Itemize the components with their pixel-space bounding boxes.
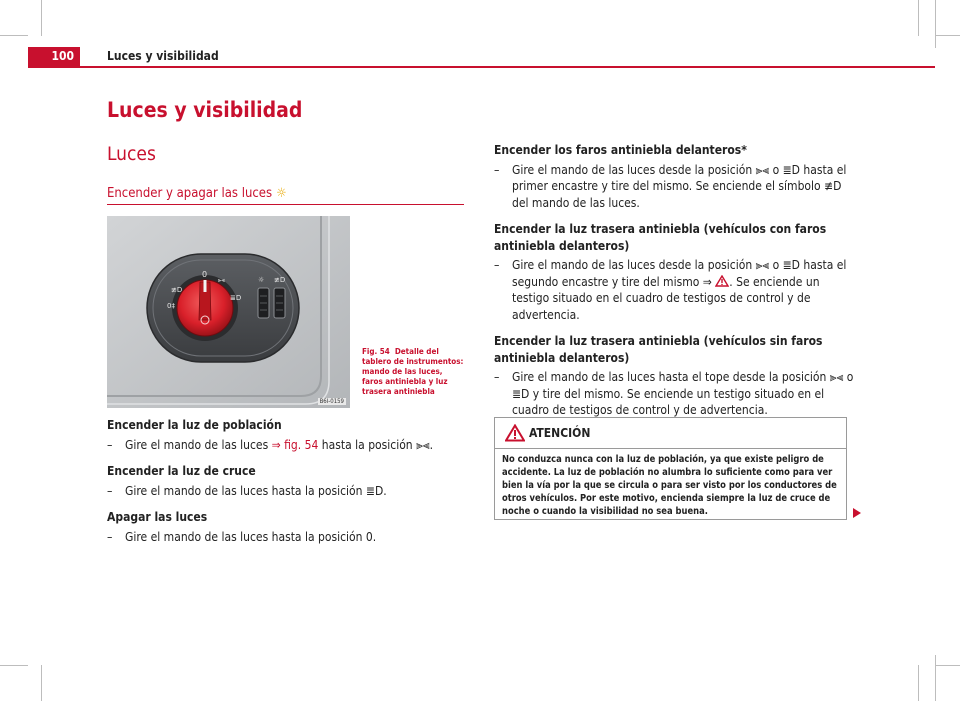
crop-mark — [935, 35, 960, 36]
subsection-title — [107, 186, 287, 201]
figure-light-switch — [107, 216, 350, 408]
step-text: Gire el mando de las luces desde la posición ⫸⫷ o ≣D hasta el segundo encastre y tire del mismo ⇒ — [512, 258, 847, 289]
warning-triangle-icon — [505, 424, 525, 442]
page-number: 100 — [28, 47, 80, 66]
svg-text:☼: ☼ — [258, 276, 265, 284]
crop-mark — [918, 0, 919, 36]
step-text: hasta la posición ⫸⫷. — [318, 437, 434, 452]
svg-text:⫸⫷: ⫸⫷ — [218, 277, 225, 284]
heading-rear-fog-with-front: Encender la luz trasera antiniebla (vehículos con faros antiniebla delanteros) — [494, 222, 827, 253]
subsection-title-text: Encender y apagar las luces — [107, 186, 273, 201]
running-title: Luces y visibilidad — [107, 49, 219, 63]
heading-rear-fog-without-front: Encender la luz trasera antiniebla (vehículos sin faros antiniebla delanteros) — [494, 334, 823, 365]
chapter-title: Luces y visibilidad — [107, 98, 303, 122]
step-parking-light — [107, 437, 464, 454]
sun-icon: ☼ — [276, 186, 287, 201]
heading-parking-light: Encender la luz de población — [107, 418, 282, 432]
step-front-fog: – Gire el mando de las luces desde la posición ⫸⫷ o ≣D hasta el primer encastre y tire del mismo. Se enciende el símbolo ≢D del mando de las luces. — [494, 162, 854, 212]
right-column — [494, 142, 854, 419]
svg-text:0‡: 0‡ — [167, 302, 175, 310]
heading-front-fog: Encender los faros antiniebla delanteros* — [494, 143, 747, 157]
header-rule — [28, 66, 935, 68]
crop-mark — [918, 665, 919, 701]
figure-reference-link[interactable]: ⇒ fig. 54 — [271, 437, 319, 452]
knob-label-off: 0 — [202, 270, 208, 279]
crop-mark — [0, 35, 28, 36]
figure-number: Fig. 54 — [362, 347, 390, 356]
crop-mark — [935, 0, 936, 48]
step-rear-fog-without-front: – Gire el mando de las luces hasta el tope desde la posición ⫸⫷ o ≣D y tire del mismo. Se enciende un testigo situado en el cuadro de testigos de control y de advertencia. — [494, 369, 854, 419]
warning-header — [495, 418, 846, 449]
left-column — [107, 417, 464, 545]
step-text: Gire el mando de las luces — [125, 437, 272, 452]
crop-mark — [41, 0, 42, 36]
warning-box — [494, 417, 847, 520]
step-lights-off: – Gire el mando de las luces hasta la posición 0. — [107, 529, 464, 546]
svg-text:≣D: ≣D — [230, 294, 242, 302]
crop-mark — [935, 665, 960, 666]
subsection-rule — [107, 204, 464, 205]
light-switch-illustration — [107, 216, 350, 408]
figure-code: B6I-0159 — [319, 398, 344, 405]
heading-lights-off: Apagar las luces — [107, 510, 208, 524]
step-low-beam: – Gire el mando de las luces hasta la posición ≣D. — [107, 483, 464, 500]
figure-caption — [362, 347, 464, 397]
warning-triangle-icon[interactable] — [715, 275, 729, 287]
svg-text:≢D: ≢D — [274, 276, 286, 284]
figure-caption-text: Detalle del tablero de instrumentos: mando de las luces, faros antiniebla y luz trasera antiniebla — [362, 347, 464, 396]
svg-text:≢D: ≢D — [171, 286, 183, 294]
step-rear-fog-with-front — [494, 257, 854, 323]
section-title: Luces — [107, 143, 156, 165]
warning-title: ATENCIÓN — [529, 426, 591, 440]
warning-text: No conduzca nunca con la luz de población, ya que existe peligro de accidente. La luz de población no alumbra lo suficiente como para ver bien la vía por la que se circula o para ser visto por los conductores de otros vehículos. Por este motivo, encienda siempre la luz de cruce de noche o cuando la visibilidad no sea buena. — [502, 454, 837, 517]
crop-mark — [41, 665, 42, 701]
step-text: . Se enciende un testigo situado en el cuadro de testigos de control y de advertencia. — [512, 274, 820, 322]
crop-mark — [0, 665, 28, 666]
crop-mark — [935, 655, 936, 701]
continue-arrow-icon — [852, 507, 862, 519]
heading-low-beam: Encender la luz de cruce — [107, 464, 256, 478]
